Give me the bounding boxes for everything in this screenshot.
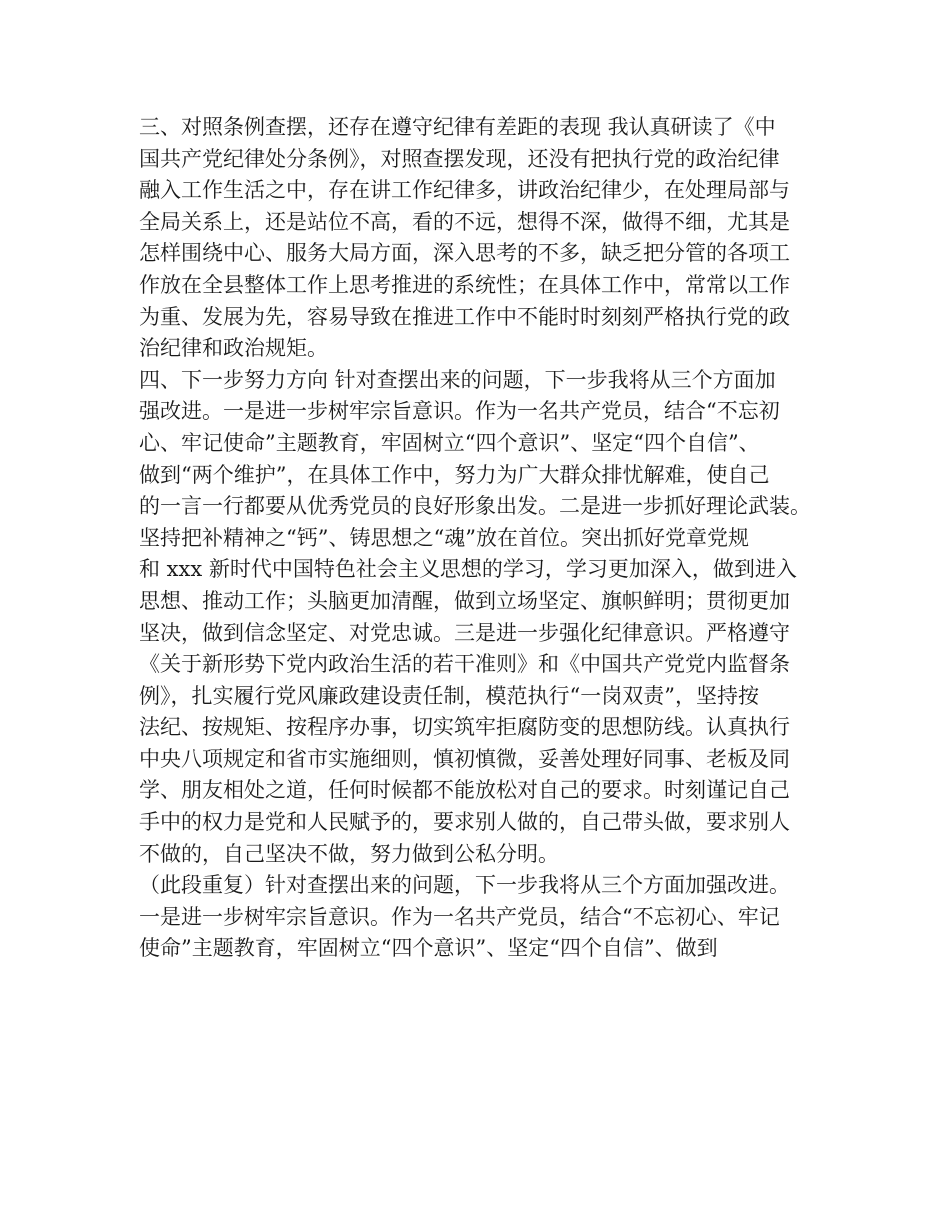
text-line: 和 xxx 新时代中国特色社会主义思想的学习，学习更加深入，做到进入 <box>139 557 797 582</box>
text-line: 一是进一步树牢宗旨意识。作为一名共产党员，结合“不忘初心、牢记 <box>139 904 780 929</box>
text-line: 融入工作生活之中，存在讲工作纪律多，讲政治纪律少，在处理局部与 <box>139 178 790 203</box>
text-line: 思想、推动工作；头脑更加清醒，做到立场坚定、旗帜鲜明；贯彻更加 <box>139 588 790 613</box>
text-line: 治纪律和政治规矩。 <box>139 336 328 361</box>
text-line: 全局关系上，还是站位不高，看的不远，想得不深，做得不细，尤其是 <box>139 209 790 234</box>
text-line: 使命”主题教育，牢固树立“四个意识”、坚定“四个自信”、做到 <box>139 936 718 961</box>
text-line: 不做的，自己坚决不做，努力做到公私分明。 <box>139 841 559 866</box>
text-line: 心、牢记使命”主题教育，牢固树立“四个意识”、坚定“四个自信”、 <box>139 430 760 455</box>
text-line: 为重、发展为先，容易导致在推进工作中不能时时刻刻严格执行党的政 <box>139 304 790 329</box>
text-line: 强改进。一是进一步树牢宗旨意识。作为一名共产党员，结合“不忘初 <box>139 399 780 424</box>
text-line: 做到“两个维护”，在具体工作中，努力为广大群众排忧解难，使自己 <box>139 462 770 487</box>
text-line: 中央八项规定和省市实施细则，慎初慎微，妥善处理好同事、老板及同 <box>139 746 790 771</box>
text-line: 坚决，做到信念坚定、对党忠诚。三是进一步强化纪律意识。严格遵守 <box>139 620 790 645</box>
text-line: 学、朋友相处之道，任何时候都不能放松对自己的要求。时刻谨记自己 <box>139 778 790 803</box>
text-line: 法纪、按规矩、按程序办事，切实筑牢拒腐防变的思想防线。认真执行 <box>139 715 790 740</box>
text-line: 四、下一步努力方向 针对查摆出来的问题，下一步我将从三个方面加 <box>139 367 776 392</box>
text-line: 例》，扎实履行党风廉政建设责任制，模范执行“一岗双责”，坚持按 <box>139 683 759 708</box>
text-line: 作放在全县整体工作上思考推进的系统性；在具体工作中，常常以工作 <box>139 272 790 297</box>
text-line: 手中的权力是党和人民赋予的，要求别人做的，自己带头做，要求别人 <box>139 810 790 835</box>
text-line: 的一言一行都要从优秀党员的良好形象出发。二是进一步抓好理论武装。 <box>139 494 811 519</box>
text-line: 坚持把补精神之“钙”、铸思想之“魂”放在首位。突出抓好党章党规 <box>139 525 749 550</box>
text-line: 三、对照条例查摆，还存在遵守纪律有差距的表现 我认真研读了《中 <box>139 115 776 139</box>
text-line: 怎样围绕中心、服务大局方面，深入思考的不多，缺乏把分管的各项工 <box>139 241 790 266</box>
text-line: （此段重复）针对查摆出来的问题，下一步我将从三个方面加强改进。 <box>139 873 790 898</box>
body-text <box>139 112 829 965</box>
text-line: 国共产党纪律处分条例》，对照查摆发现，还没有把执行党的政治纪律 <box>139 146 780 171</box>
text-line: 《关于新形势下党内政治生活的若干准则》和《中国共产党党内监督条 <box>139 652 790 677</box>
